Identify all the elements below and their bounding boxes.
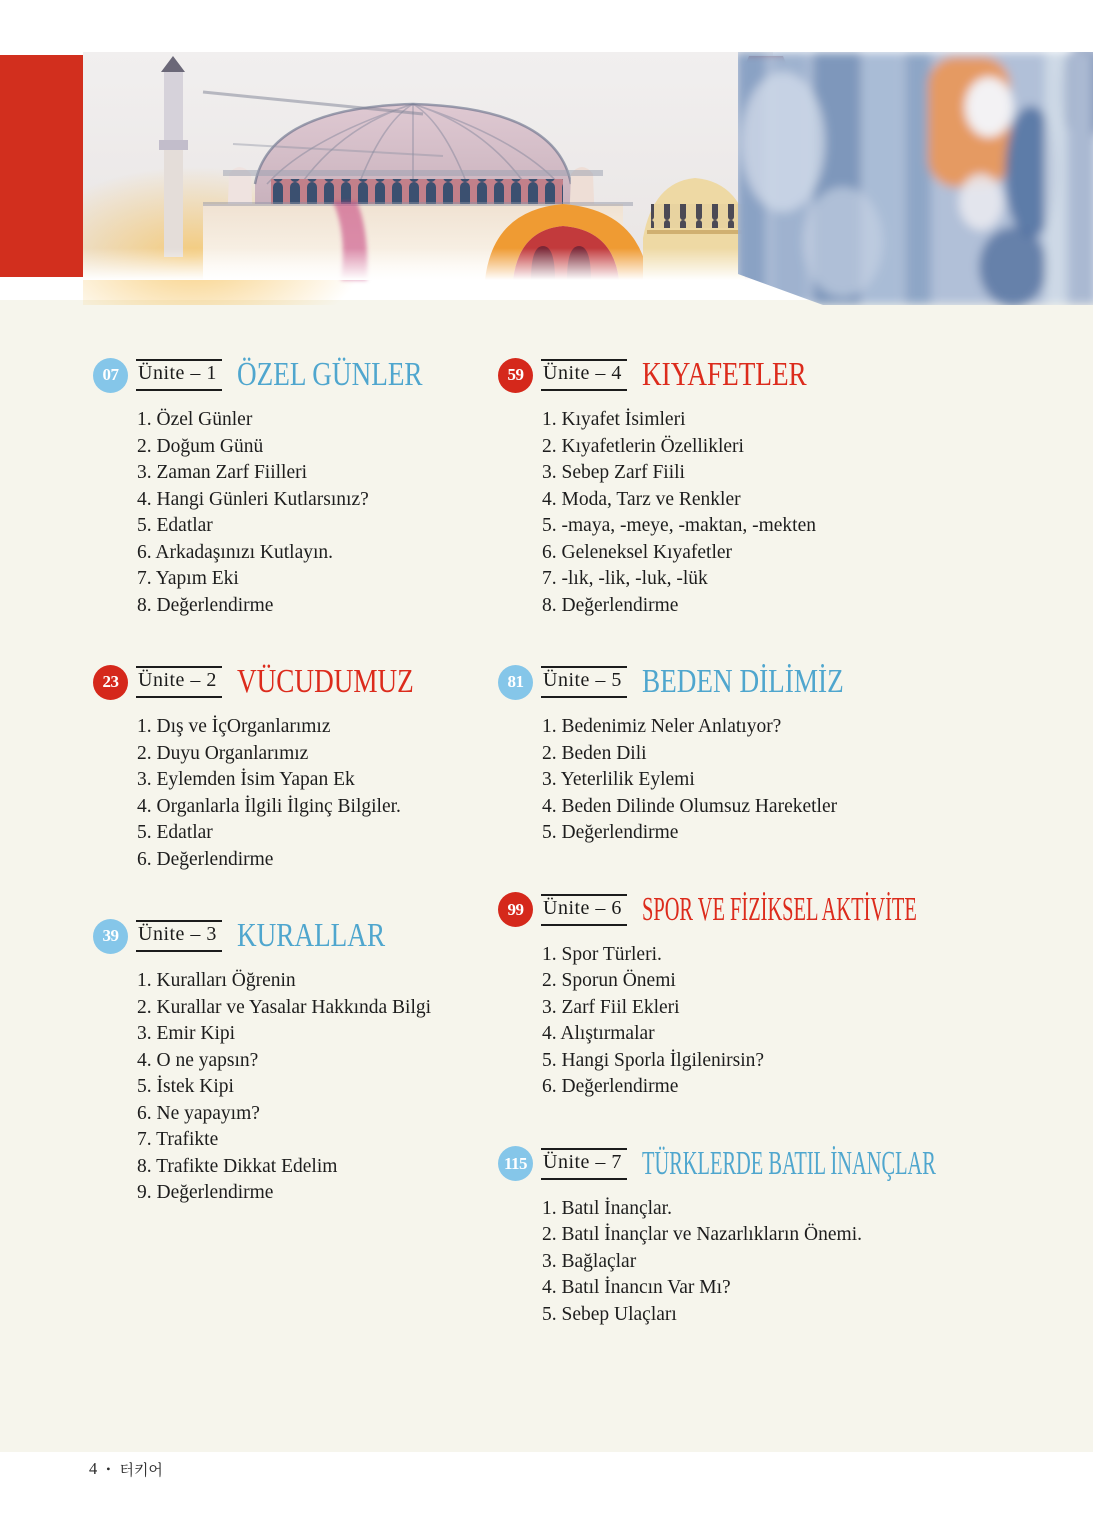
- toc-unit: [498, 1146, 1078, 1329]
- footer-bullet-separator: •: [106, 1461, 111, 1476]
- unit-title: KIYAFETLER: [641, 356, 807, 393]
- unit-item-list: [542, 942, 1078, 1101]
- toc-item: 7. Trafikte: [137, 1129, 219, 1150]
- toc-item: 4. Beden Dilinde Olumsuz Hareketler: [542, 795, 838, 817]
- toc-item: 5. Edatlar: [137, 515, 213, 536]
- toc-unit: [498, 892, 1078, 1101]
- toc-item: 6. Değerlendirme: [137, 848, 274, 870]
- toc-unit: [93, 357, 493, 619]
- toc-item: 2. Beden Dili: [542, 742, 647, 764]
- toc-item: 3. Emir Kipi: [137, 1023, 236, 1044]
- toc-unit-header: [498, 892, 1078, 928]
- footer-book-title: 터키어: [119, 1460, 163, 1479]
- toc-item: 1. Bedenimiz Neler Anlatıyor?: [542, 716, 782, 737]
- toc-item: 8. Değerlendirme: [137, 594, 274, 616]
- page-number-badge: 39: [93, 919, 128, 954]
- blue-abstract-illustration: [733, 52, 1093, 305]
- toc-item: 3. Eylemden İsim Yapan Ek: [137, 769, 355, 790]
- toc-item: 9. Değerlendirme: [137, 1182, 274, 1203]
- unit-label: Ünite – 3: [136, 920, 222, 952]
- page-number-badge: 23: [93, 665, 128, 700]
- toc-unit: [93, 664, 493, 873]
- toc-item: 5. İstek Kipi: [137, 1076, 234, 1097]
- toc-item: 2. Batıl İnançlar ve Nazarlıkların Önemi.: [542, 1224, 862, 1245]
- page-number-badge: 59: [498, 358, 533, 393]
- toc-item: 5. -maya, -meye, -maktan, -mekten: [542, 515, 816, 536]
- toc-item: 3. Zaman Zarf Fiilleri: [137, 462, 308, 483]
- folio-page-number: 4: [89, 1459, 98, 1478]
- page-footer: [89, 1458, 163, 1480]
- toc-unit-header: [498, 357, 1078, 393]
- unit-label: Ünite – 2: [136, 666, 222, 698]
- toc-item: 5. Edatlar: [137, 822, 213, 843]
- page-number-badge: 07: [93, 358, 128, 393]
- header-band: [0, 0, 1093, 306]
- unit-title: TÜRKLERDE BATIL İNANÇLAR: [641, 1144, 936, 1182]
- unit-item-list: [137, 407, 493, 619]
- unit-item-list: [542, 1196, 1078, 1329]
- toc-item: 4. Organlarla İlgili İlginç Bilgiler.: [137, 795, 401, 817]
- page-number-badge: 99: [498, 892, 533, 927]
- unit-item-list: [137, 714, 493, 873]
- page-number-badge: 115: [498, 1146, 533, 1181]
- toc-item: 4. Batıl İnancın Var Mı?: [542, 1277, 731, 1298]
- red-accent-block: [0, 55, 83, 277]
- toc-item: 3. Bağlaçlar: [542, 1250, 637, 1272]
- page-number-badge: 81: [498, 665, 533, 700]
- unit-title: ÖZEL GÜNLER: [236, 356, 423, 393]
- toc-item: 6. Arkadaşınızı Kutlayın.: [137, 541, 334, 563]
- hagia-sophia-illustration: [83, 52, 793, 305]
- toc-unit-header: [93, 918, 493, 954]
- toc-item: 2. Kurallar ve Yasalar Hakkında Bilgi: [137, 996, 432, 1018]
- toc-unit: [498, 357, 1078, 619]
- toc-item: 2. Sporun Önemi: [542, 970, 676, 991]
- toc-item: 3. Sebep Zarf Fiili: [542, 462, 685, 483]
- toc-unit-header: [498, 1146, 1078, 1182]
- unit-label: Ünite – 5: [541, 666, 627, 698]
- toc-unit: [498, 664, 1078, 847]
- toc-column-left: [93, 305, 493, 1252]
- toc-item: 4. O ne yapsın?: [137, 1049, 259, 1071]
- toc-item: 2. Duyu Organlarımız: [137, 742, 309, 764]
- unit-title: SPOR VE FİZİKSEL AKTİVİTE: [641, 890, 917, 928]
- toc-unit-header: [93, 357, 493, 393]
- unit-label: Ünite – 4: [541, 359, 627, 391]
- unit-label: Ünite – 6: [541, 894, 627, 926]
- toc-item: 3. Zarf Fiil Ekleri: [542, 996, 680, 1018]
- toc-item: 3. Yeterlilik Eylemi: [542, 769, 695, 790]
- toc-item: 6. Değerlendirme: [542, 1076, 679, 1097]
- toc-unit: [93, 918, 493, 1207]
- toc-item: 6. Geleneksel Kıyafetler: [542, 541, 733, 563]
- toc-item: 2. Doğum Günü: [137, 435, 264, 457]
- toc-item: 5. Hangi Sporla İlgilenirsin?: [542, 1049, 765, 1071]
- toc-item: 6. Ne yapayım?: [137, 1102, 260, 1124]
- unit-title: KURALLAR: [236, 917, 386, 954]
- toc-item: 1. Batıl İnançlar.: [542, 1197, 672, 1219]
- toc-item: 1. Dış ve İçOrganlarımız: [137, 716, 331, 737]
- unit-label: Ünite – 7: [541, 1148, 627, 1180]
- toc-unit-header: [93, 664, 493, 700]
- toc-item: 8. Trafikte Dikkat Edelim: [137, 1155, 338, 1177]
- toc-item: 7. Yapım Eki: [137, 568, 239, 589]
- toc-item: 4. Moda, Tarz ve Renkler: [542, 488, 741, 510]
- toc-item: 1. Özel Günler: [137, 409, 253, 430]
- unit-label: Ünite – 1: [136, 359, 222, 391]
- unit-item-list: [542, 714, 1078, 847]
- toc-item: 4. Hangi Günleri Kutlarsınız?: [137, 488, 369, 510]
- toc-unit-header: [498, 664, 1078, 700]
- toc-item: 5. Sebep Ulaçları: [542, 1303, 677, 1325]
- unit-title: BEDEN DİLİMİZ: [641, 663, 844, 700]
- toc-column-right: [498, 305, 1078, 1373]
- unit-title: VÜCUDUMUZ: [236, 663, 414, 700]
- toc-item: 1. Kıyafet İsimleri: [542, 409, 686, 430]
- toc-item: 1. Kuralları Öğrenin: [137, 970, 296, 991]
- toc-item: 7. -lık, -lik, -luk, -lük: [542, 568, 708, 589]
- toc-item: 4. Alıştırmalar: [542, 1023, 655, 1044]
- unit-item-list: [137, 968, 493, 1207]
- toc-item: 8. Değerlendirme: [542, 594, 679, 616]
- toc-item: 1. Spor Türleri.: [542, 943, 662, 965]
- unit-item-list: [542, 407, 1078, 619]
- hagia-sophia-header-photo: [83, 52, 1093, 305]
- toc-item: 2. Kıyafetlerin Özellikleri: [542, 435, 744, 457]
- toc-item: 5. Değerlendirme: [542, 822, 679, 843]
